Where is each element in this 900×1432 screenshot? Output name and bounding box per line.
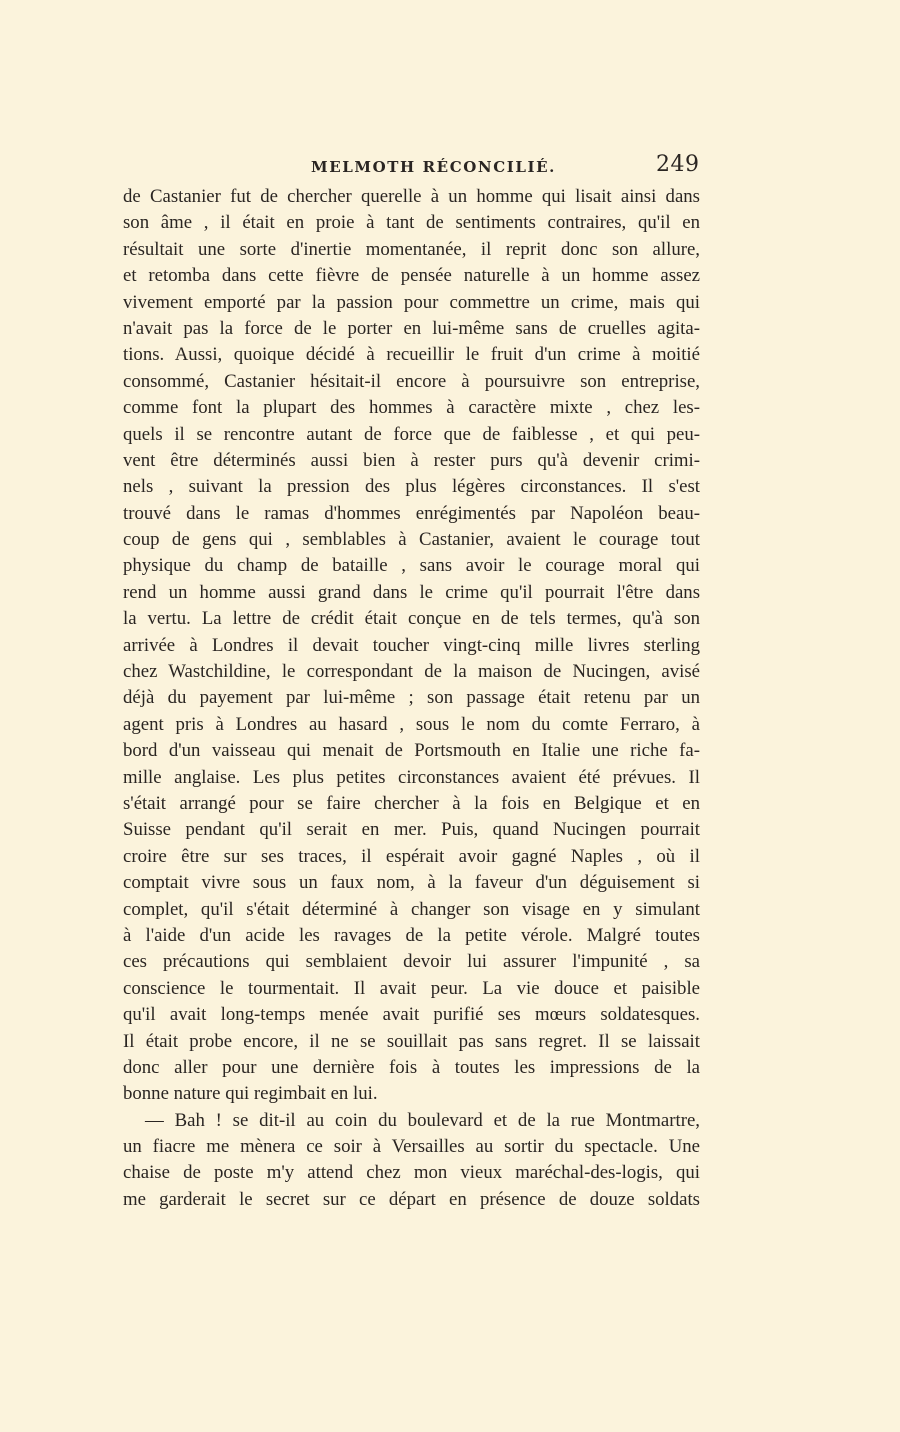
text-line: arrivée à Londres il devait toucher vingt-cinq mille livres sterling [123,634,700,656]
text-line: trouvé dans le ramas d'hommes enrégimentés par Napoléon beau- [123,502,700,524]
text-line: quels il se rencontre autant de force que de faiblesse , et qui peu- [123,423,700,445]
text-line: et retomba dans cette fièvre de pensée naturelle à un homme assez [123,265,700,287]
text-line: bord d'un vaisseau qui menait de Portsmouth en Italie une riche fa- [123,740,700,762]
text-line: donc aller pour une dernière fois à toutes les impressions de la [123,1056,700,1078]
text-line: à l'aide d'un acide les ravages de la petite vérole. Malgré toutes [123,924,700,946]
text-line: conscience le tourmentait. Il avait peur. La vie douce et paisible [123,977,700,999]
text-line: vent être déterminés aussi bien à rester purs qu'à devenir crimi- [123,449,700,471]
page-header [0,152,900,182]
text-line: déjà du payement par lui-même ; son passage était retenu par un [123,687,700,709]
text-line: vivement emporté par la passion pour commettre un crime, mais qui [123,291,700,313]
text-line: complet, qu'il s'était déterminé à changer son visage en y simulant [123,898,700,920]
text-line: Suisse pendant qu'il serait en mer. Puis, quand Nucingen pourrait [123,819,700,841]
text-line: chaise de poste m'y attend chez mon vieux maréchal-des-logis, qui [123,1162,700,1184]
text-line: mille anglaise. Les plus petites circonstances avaient été prévues. Il [123,766,700,788]
text-line: consommé, Castanier hésitait-il encore à poursuivre son entreprise, [123,370,700,392]
text-line: ces précautions qui semblaient devoir lui assurer l'impunité , sa [123,951,700,973]
text-line: chez Wastchildine, le correspondant de la maison de Nucingen, avisé [123,661,700,683]
text-line: résultait une sorte d'inertie momentanée, il reprit donc son allure, [123,238,700,260]
text-line: n'avait pas la force de le porter en lui-même sans de cruelles agita- [123,317,700,339]
text-line: comme font la plupart des hommes à caractère mixte , chez les- [123,397,700,419]
text-line: me garderait le secret sur ce départ en présence de douze soldats [123,1188,700,1210]
text-line: — Bah ! se dit-il au coin du boulevard et de la rue Montmartre, [145,1109,700,1131]
text-line: son âme , il était en proie à tant de sentiments contraires, qu'il en [123,212,700,234]
text-line: bonne nature qui regimbait en lui. [123,1083,378,1105]
text-line: la vertu. La lettre de crédit était conçue en de tels termes, qu'à son [123,608,700,630]
text-line: croire être sur ses traces, il espérait avoir gagné Naples , où il [123,845,700,867]
body-text [123,184,700,1213]
text-line: comptait vivre sous un faux nom, à la faveur d'un déguisement si [123,872,700,894]
page-number: 249 [656,152,700,177]
text-line: s'était arrangé pour se faire chercher à la fois en Belgique et en [123,792,700,814]
text-line: coup de gens qui , semblables à Castanier, avaient le courage tout [123,529,700,551]
text-line: physique du champ de bataille , sans avoir le courage moral qui [123,555,700,577]
text-line: tions. Aussi, quoique décidé à recueillir le fruit d'un crime à moitié [123,344,700,366]
text-line: de Castanier fut de chercher querelle à un homme qui lisait ainsi dans [123,186,700,207]
text-line: agent pris à Londres au hasard , sous le nom du comte Ferraro, à [123,713,700,735]
text-line: un fiacre me mènera ce soir à Versailles au sortir du spectacle. Une [123,1136,700,1158]
text-line: rend un homme aussi grand dans le crime qu'il pourrait l'être dans [123,581,700,603]
running-title: MELMOTH RÉCONCILIÉ. [311,158,556,176]
text-line: qu'il avait long-temps menée avait purifié ses mœurs soldatesques. [123,1004,700,1026]
text-line: nels , suivant la pression des plus légères circonstances. Il s'est [123,476,700,498]
text-line: Il était probe encore, il ne se souillait pas sans regret. Il se laissait [123,1030,700,1052]
